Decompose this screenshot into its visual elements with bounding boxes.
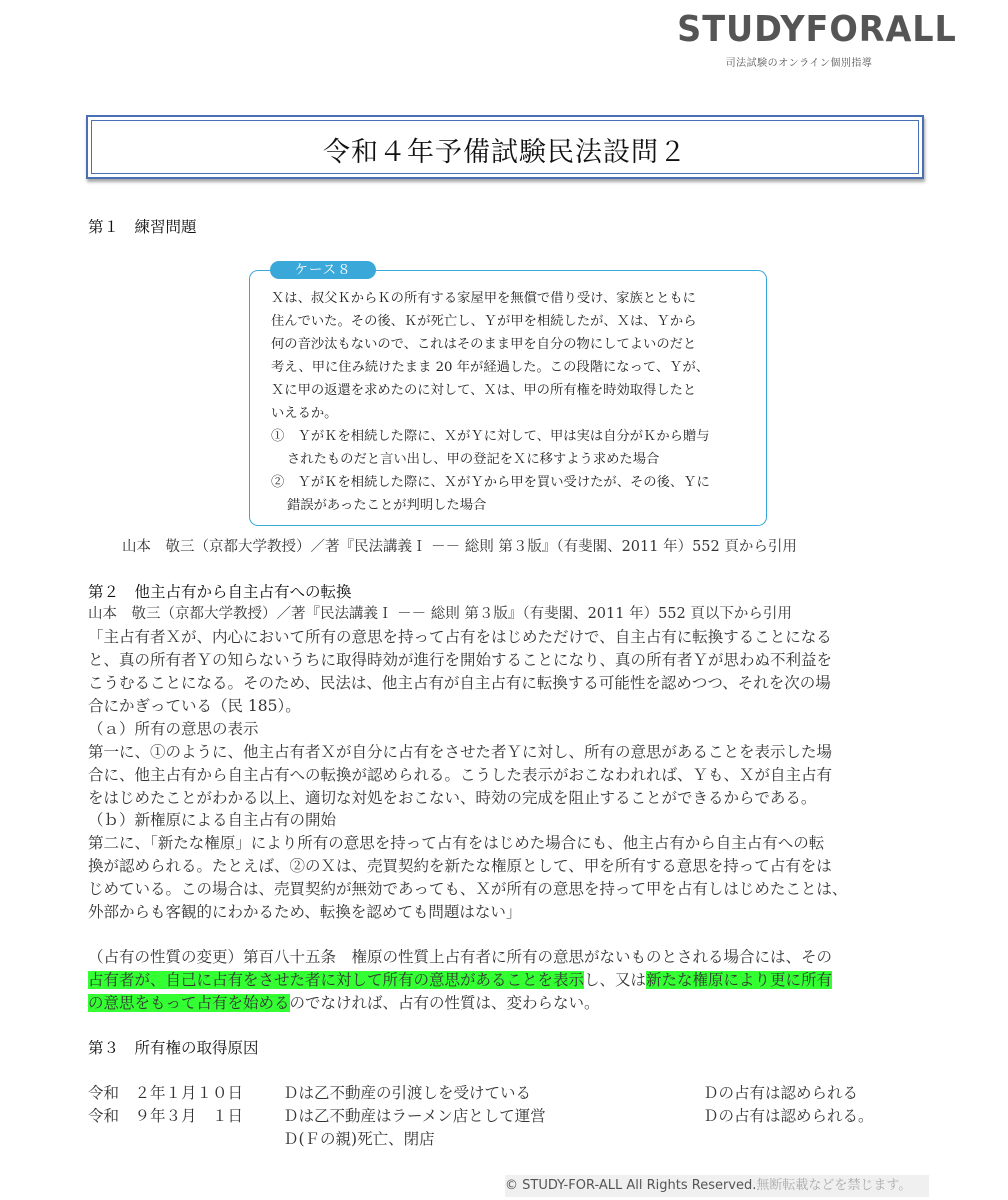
brand-logo	[668, 9, 957, 69]
quote-line-6: 合に、他主占有から自主占有への転換が認められる。こうした表示がおこなわれれば、Ｙも、Ｘが自主占有	[88, 766, 833, 784]
row-1-date: 令和 ２年１月１０日	[88, 1084, 244, 1102]
case-item-1-line-2: されたものだと言い出し、甲の登記をＸに移すよう求めた場合	[287, 452, 660, 467]
section3-heading: 第３ 所有権の取得原因	[88, 1039, 259, 1057]
article-connector: し、又は	[584, 971, 647, 989]
row-2-note: Ｄの占有は認められる。	[703, 1107, 874, 1125]
section1-heading: 第１ 練習問題	[88, 218, 197, 236]
case-item-2-line-1: ② ＹがＫを相続した際に、ＸがＹから甲を買い受けたが、その後、Ｙに	[271, 475, 710, 490]
quote-line-11: 外部からも客観的にわかるため、転換を認めても問題はない」	[88, 903, 522, 921]
case-item-2-line-2: 錯誤があったことが判明した場合	[287, 498, 487, 513]
article-line-3	[88, 991, 600, 1013]
article-highlight-1: 占有者が、自己に占有をさせた者に対して所有の意思があることを表示	[88, 971, 585, 989]
article-line-1: （占有の性質の変更）第百八十五条 権原の性質上占有者に所有の意思がないものとされる場合には、その	[88, 948, 833, 966]
logo-tagline: 司法試験のオンライン個別指導	[725, 58, 873, 69]
case-citation: 山本 敬三（京都大学教授）／著『民法講義Ｉ －－ 総則 第３版』（有斐閣、2011 年）552 頁から引用	[122, 539, 797, 555]
quote-line-3: こうむることになる。そのため、民法は、他主占有が自主占有に転換する可能性を認めつつ、それを次の場	[88, 674, 831, 692]
article-highlight-2: 新たな権原により更に所有	[646, 971, 833, 989]
article-line-2	[88, 968, 832, 990]
quote-citation: 山本 敬三（京都大学教授）／著『民法講義Ｉ －－ 総則 第３版』（有斐閣、2011 年）552 頁以下から引用	[88, 606, 792, 622]
page-title: 令和４年予備試験民法設問２	[323, 137, 687, 168]
footer-copyright	[505, 1175, 929, 1197]
case-line-1: Ｘは、叔父ＫからＫの所有する家屋甲を無償で借り受け、家族とともに	[271, 291, 696, 306]
quote-line-2: と、真の所有者Ｙの知らないうちに取得時効が進行を開始することになり、真の所有者Ｙが思わぬ不利益を	[88, 651, 833, 669]
quote-line-5: 第一に、①のように、他主占有者Ｘが自分に占有をさせた者Ｙに対し、所有の意思があることを表示した場	[88, 743, 833, 761]
subheading-a: （ａ）所有の意思の表示	[88, 720, 259, 738]
row-1-event: Ｄは乙不動産の引渡しを受けている	[283, 1084, 532, 1102]
row-2-date: 令和 ９年３月 １日	[88, 1107, 244, 1125]
case-item-1-line-1: ① ＹがＫを相続した際に、ＸがＹに対して、甲は実は自分がＫから贈与	[271, 429, 710, 444]
case-line-2: 住んでいた。その後、Ｋが死亡し、Ｙが甲を相続したが、Ｘは、Ｙから	[271, 314, 697, 329]
case-line-6: いえるか。	[271, 406, 338, 421]
case-line-3: 何の音沙汰もないので、これはそのまま甲を自分の物にしてよいのだと	[271, 337, 697, 352]
quote-line-10: じめている。この場合は、売買契約が無効であっても、Ｘが所有の意思を持って甲を占有しはじめたことは、	[88, 880, 848, 898]
article-highlight-3: の意思をもって占有を始める	[88, 994, 290, 1012]
subheading-b: （ｂ）新権原による自主占有の開始	[88, 811, 337, 829]
no-reprint-notice: 無断転載などを禁じます。	[756, 1178, 912, 1193]
article-rest: のでなければ、占有の性質は、変わらない。	[289, 994, 600, 1012]
quote-line-8: 第二に、「新たな権原」により所有の意思を持って占有をはじめた場合にも、他主占有から自主占有への転	[88, 834, 825, 852]
section2-heading: 第２ 他主占有から自主占有への転換	[88, 583, 352, 601]
quote-line-1: 「主占有者Ｘが、内心において所有の意思を持って占有をはじめただけで、自主占有に転換することになる	[88, 628, 832, 646]
quote-line-4: 合にかぎっている（民 185）。	[88, 697, 301, 715]
row-3-event: Ｄ(Ｆの親)死亡、閉店	[283, 1130, 435, 1148]
row-2-event: Ｄは乙不動産はラーメン店として運営	[283, 1107, 546, 1125]
quote-line-9: 換が認められる。たとえば、②のＸは、売買契約を新たな権原として、甲を所有する意思を持って占有をは	[88, 857, 832, 875]
case-line-4: 考え、甲に住み続けたまま 20 年が経過した。この段階になって、Ｙが、	[271, 360, 710, 375]
quote-line-7: をはじめたことがわかる以上、適切な対処をおこない、時効の完成を阻止することができるからである。	[88, 789, 817, 807]
title-box	[86, 115, 924, 179]
case-line-5: Ｘに甲の返還を求めたのに対して、Ｘは、甲の所有権を時効取得したと	[271, 383, 697, 398]
case-tag: ケース８	[270, 261, 376, 279]
row-1-note: Ｄの占有は認められる	[703, 1084, 859, 1102]
copyright-text: © STUDY-FOR-ALL All Rights Reserved.	[505, 1178, 757, 1193]
logo-wordmark: STUDYFORALL	[677, 9, 957, 50]
